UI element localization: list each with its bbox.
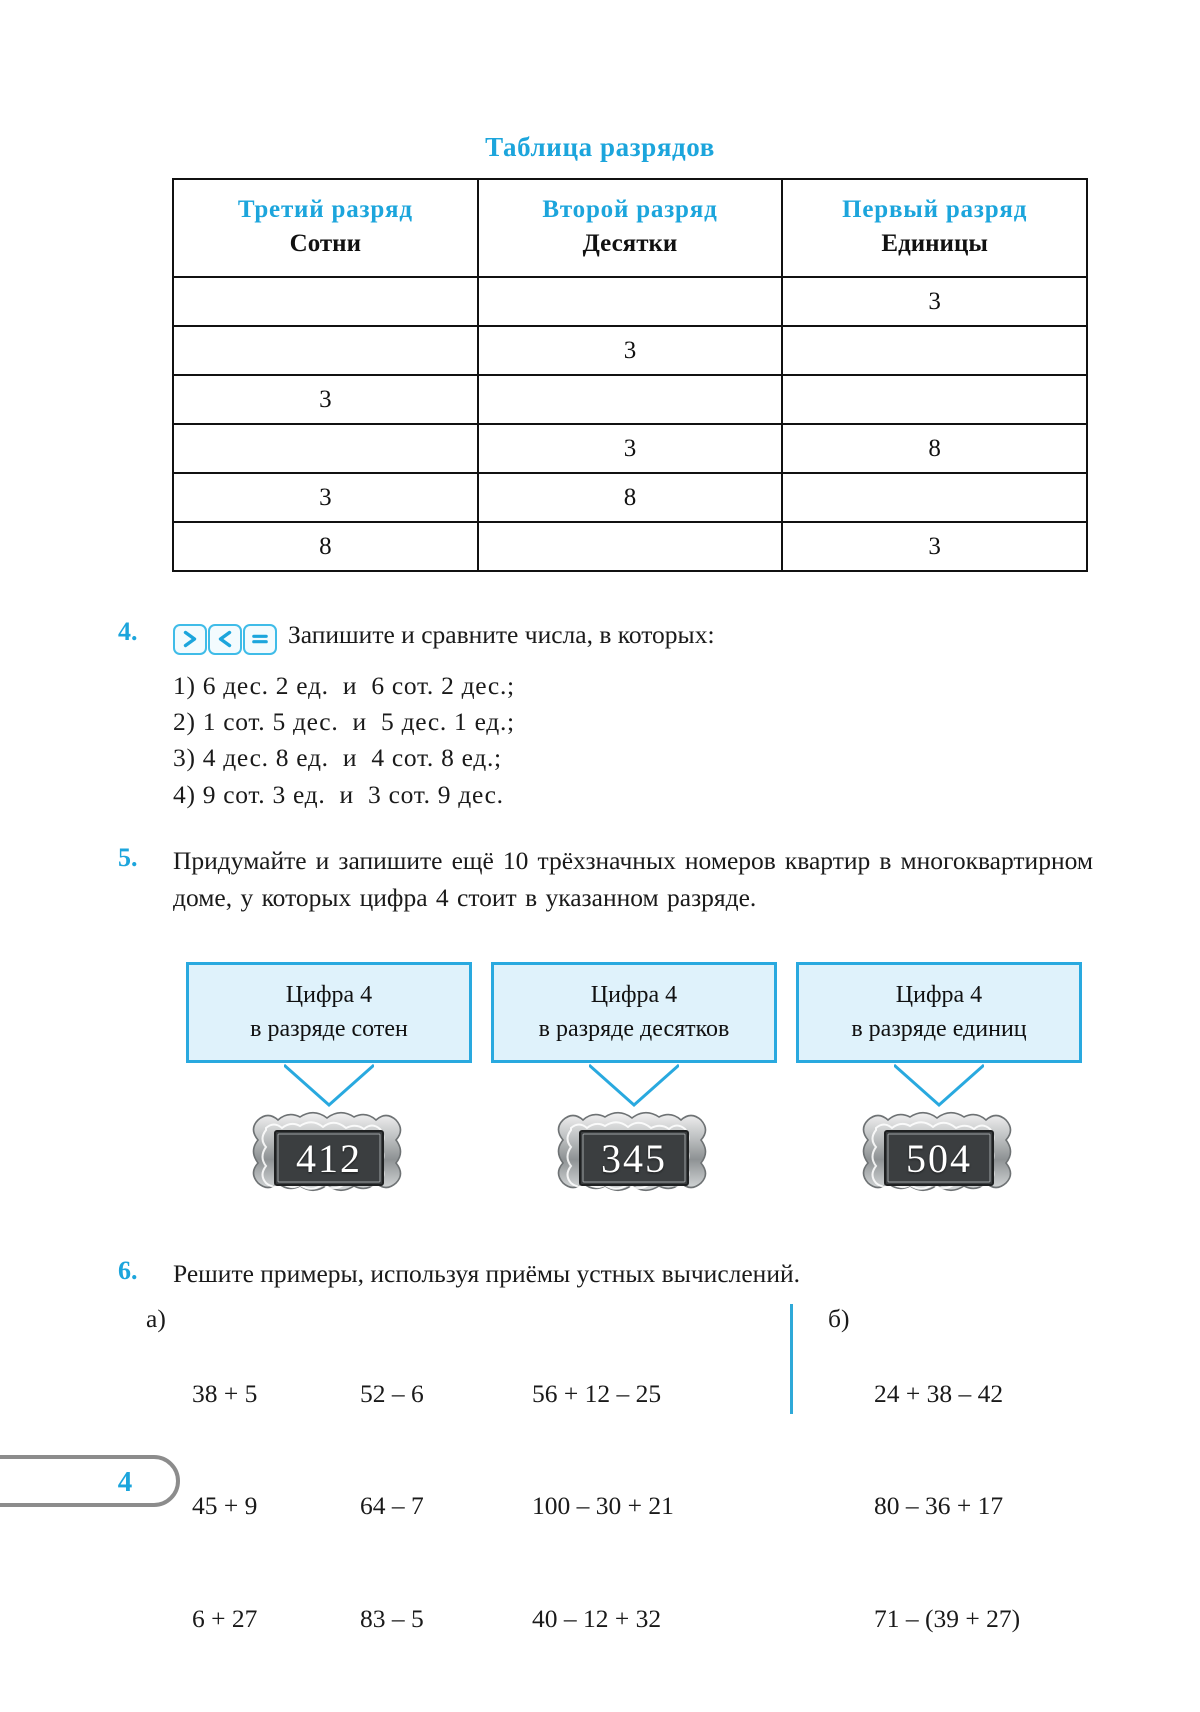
- table-cell: [478, 375, 783, 424]
- table-cell: 3: [173, 473, 478, 522]
- equals-icon: [243, 624, 277, 655]
- callout-line-1: Цифра 4: [895, 982, 983, 1008]
- table-cell: [478, 277, 783, 326]
- table-body: [173, 277, 1087, 571]
- house-number-plaque: [545, 1106, 723, 1210]
- callout-tens-box: [491, 962, 777, 1063]
- less-than-icon: [208, 624, 242, 655]
- column-a-label: а): [146, 1304, 166, 1333]
- exercise-5-text: Придумайте и запишите ещё 10 трёхзначных номеров квартир в многоквартирном доме, у которых цифра 4 стоит в указанном разряде.: [173, 846, 1093, 912]
- house-number-plaque: [850, 1106, 1028, 1210]
- list-item: 2) 1 сот. 5 дес. и 5 дес. 1 ед.;: [173, 707, 515, 737]
- expression: 80 – 36 + 17: [874, 1491, 1004, 1521]
- column-header-units: [782, 179, 1087, 277]
- table-cell: 3: [478, 424, 783, 473]
- expression: 83 – 5: [360, 1603, 424, 1633]
- house-number-plaque: [240, 1106, 418, 1210]
- table-cell: [782, 326, 1087, 375]
- exercise-6-number: 6.: [118, 1256, 138, 1285]
- table-cell: [782, 473, 1087, 522]
- table-row: [173, 522, 1087, 571]
- expression: 38 + 5: [192, 1378, 258, 1408]
- callout-row: [186, 962, 1082, 1063]
- exercise-6-columns: [118, 1300, 1098, 1633]
- plaque-number: 345: [601, 1135, 667, 1181]
- expression: 24 + 38 – 42: [874, 1378, 1004, 1408]
- exercise-6: [118, 1256, 1093, 1293]
- plaque-number: 504: [906, 1135, 972, 1181]
- column-header-hundreds: [173, 179, 478, 277]
- table-cell: [173, 326, 478, 375]
- list-item: 3) 4 дес. 8 ед. и 4 сот. 8 ед.;: [173, 743, 502, 773]
- column-header-tens: [478, 179, 783, 277]
- table-cell: [782, 375, 1087, 424]
- expression: 71 – (39 + 27): [874, 1603, 1021, 1633]
- table-cell: [173, 277, 478, 326]
- exercise-5: [118, 843, 1093, 917]
- expression: 52 – 6: [360, 1378, 424, 1408]
- plaque-wrap-hundreds: [186, 1106, 472, 1210]
- table-row: [173, 473, 1087, 522]
- comparison-icons-group: [173, 624, 277, 655]
- table-cell: 3: [173, 375, 478, 424]
- plaque-wrap-units: [796, 1106, 1082, 1210]
- list-item: 1) 6 дес. 2 ед. и 6 сот. 2 дес.;: [173, 671, 515, 700]
- expression: 100 – 30 + 21: [532, 1491, 674, 1521]
- expression: 45 + 9: [192, 1491, 258, 1521]
- callout-hundreds-box: [186, 962, 472, 1063]
- plaque-wrap-tens: [491, 1106, 777, 1210]
- column-a-group-2: [360, 1300, 532, 1712]
- callout-tail-icon: [284, 1063, 374, 1109]
- table-row: [173, 424, 1087, 473]
- page-number: 4: [117, 1466, 133, 1498]
- greater-than-icon: [173, 624, 207, 655]
- table-cell: 8: [478, 473, 783, 522]
- table-cell: 8: [782, 424, 1087, 473]
- exercise-6-column-a: [146, 1300, 762, 1712]
- column-a-group-3: [532, 1300, 762, 1712]
- callout-line-2: в разряде сотен: [250, 1016, 408, 1043]
- table-cell: 3: [478, 326, 783, 375]
- exercise-4-prompt: Запишите и сравните числа, в которых:: [288, 620, 715, 649]
- column-divider: [790, 1304, 793, 1414]
- exercise-4-number: 4.: [118, 617, 138, 646]
- callout-tens: [491, 962, 777, 1063]
- callout-line-1: Цифра 4: [285, 982, 373, 1008]
- exercise-4-prompt-row: [173, 617, 1093, 655]
- callout-line-2: в разряде единиц: [851, 1016, 1027, 1043]
- plaque-number: 412: [296, 1135, 362, 1181]
- callout-line-1: Цифра 4: [590, 982, 678, 1008]
- column-header-hundreds-name: Сотни: [289, 230, 361, 257]
- table-cell: 3: [782, 522, 1087, 571]
- page-title: Таблица разрядов: [485, 132, 715, 162]
- exercise-6-prompt: Решите примеры, используя приёмы устных вычислений.: [173, 1259, 800, 1288]
- exercise-5-number: 5.: [118, 843, 138, 872]
- column-header-units-rank: Первый разряд: [842, 196, 1028, 224]
- column-a-group-1: [192, 1300, 360, 1712]
- table-row: [173, 375, 1087, 424]
- table-cell: 3: [782, 277, 1087, 326]
- column-header-hundreds-rank: Третий разряд: [237, 196, 413, 224]
- callout-tail-icon: [894, 1063, 984, 1109]
- column-header-tens-name: Десятки: [582, 230, 678, 257]
- place-value-table: [172, 178, 1088, 572]
- table-cell: 8: [173, 522, 478, 571]
- column-header-tens-rank: Второй разряд: [542, 196, 718, 224]
- expression: 56 + 12 – 25: [532, 1378, 662, 1408]
- callout-hundreds: [186, 962, 472, 1063]
- expression: 6 + 27: [192, 1603, 258, 1633]
- table-header: [173, 179, 1087, 277]
- table-row: [173, 326, 1087, 375]
- table-cell: [173, 424, 478, 473]
- callout-units: [796, 962, 1082, 1063]
- column-b-group-1: [874, 1300, 1104, 1712]
- table-header-row: [173, 179, 1087, 277]
- list-item: 4) 9 сот. 3 ед. и 3 сот. 9 дес.: [173, 779, 504, 809]
- exercise-6-column-b: [828, 1300, 1104, 1712]
- column-header-units-name: Единицы: [881, 230, 988, 257]
- column-b-label: б): [828, 1304, 850, 1333]
- callout-units-box: [796, 962, 1082, 1063]
- callout-tail-icon: [589, 1063, 679, 1109]
- table-cell: [478, 522, 783, 571]
- expression: 40 – 12 + 32: [532, 1603, 662, 1633]
- plaque-row: [186, 1106, 1082, 1210]
- table-row: [173, 277, 1087, 326]
- callout-line-2: в разряде десятков: [538, 1016, 730, 1043]
- exercise-4-items: [173, 668, 515, 813]
- expression: 64 – 7: [360, 1491, 424, 1521]
- exercise-4: [118, 617, 1093, 655]
